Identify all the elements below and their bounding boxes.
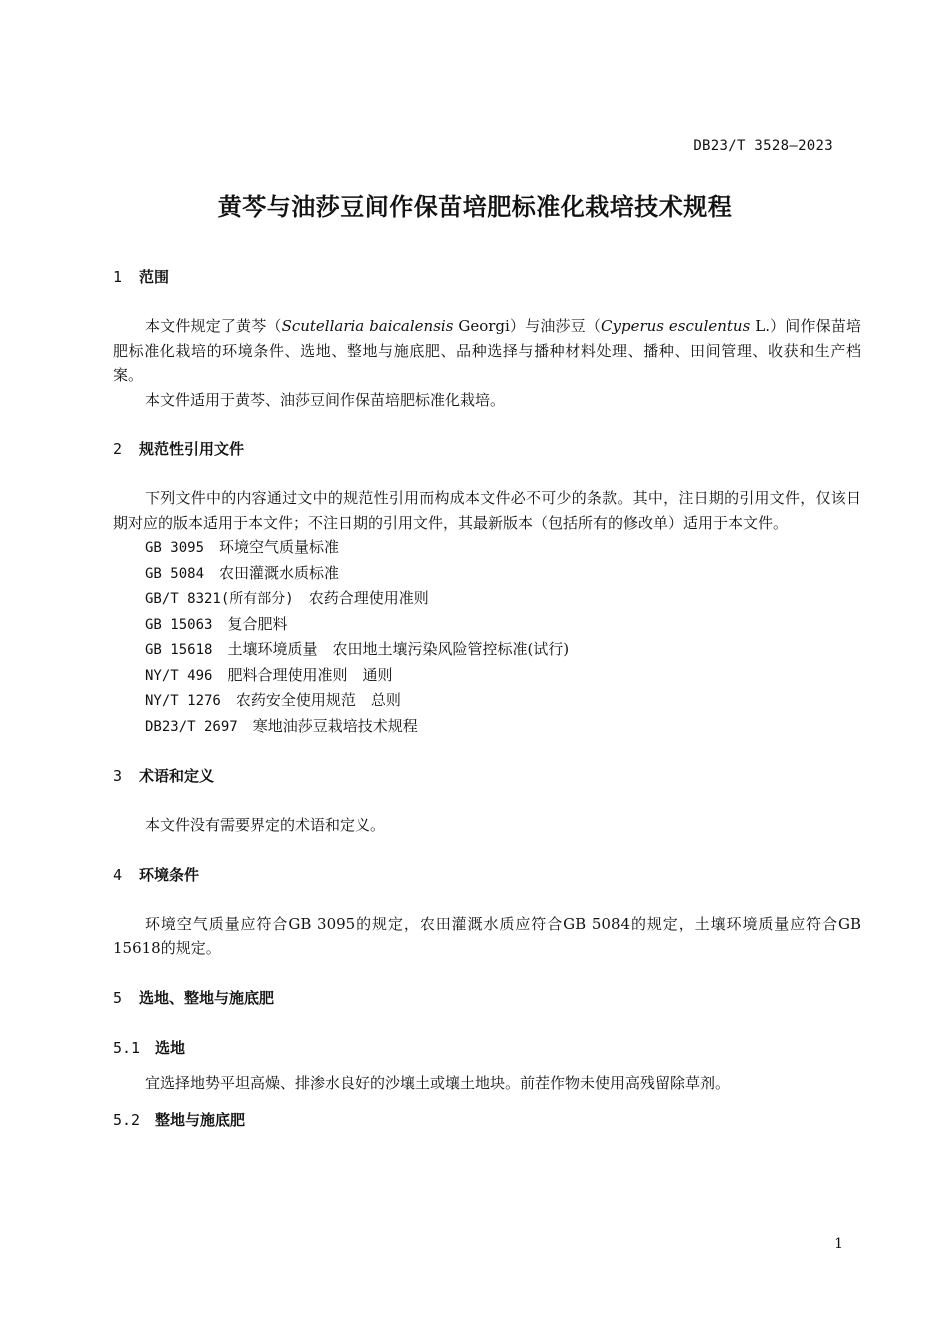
reference-item xyxy=(113,637,861,663)
reference-code: NY/T 496 xyxy=(145,667,213,684)
text-run: Georgi）与油莎豆（ xyxy=(453,317,602,335)
subsection-title: 选地 xyxy=(155,1038,186,1057)
section-number: 3 xyxy=(113,767,123,785)
scope-applicability-paragraph: 本文件适用于黄芩、油莎豆间作保苗培肥标准化栽培。 xyxy=(145,390,506,409)
reference-item xyxy=(113,561,861,587)
references-intro-paragraph: 下列文件中的内容通过文中的规范性引用而构成本文件必不可少的条款。其中，注日期的引用文件，仅该日期对应的版本适用于本文件；不注日期的引用文件，其最新版本（包括所有的修改单）适用于本文件。 xyxy=(113,489,861,532)
reference-code: GB 15063 xyxy=(145,616,213,633)
reference-item xyxy=(113,586,861,612)
subsection-number: 5.2 xyxy=(113,1111,141,1129)
section-number: 5 xyxy=(113,988,123,1007)
environment-paragraph: 环境空气质量应符合GB 3095的规定，农田灌溉水质应符合GB 5084的规定，土壤环境质量应符合GB 15618的规定。 xyxy=(113,914,861,957)
text-run: L.）间作保苗培肥标准化栽培的环境条件、选地、整地与施底肥、品种选择与播种材料处理、播种、田间管理、收获和生产档案。 xyxy=(113,317,861,384)
latin-name-scutellaria: Scutellaria baicalensis xyxy=(281,317,454,335)
reference-name: 农田灌溉水质标准 xyxy=(219,563,340,582)
scope-paragraph xyxy=(113,314,861,388)
reference-name: 农药合理使用准则 xyxy=(308,589,429,607)
subsection-number: 5.1 xyxy=(113,1038,141,1057)
reference-name: 肥料合理使用准则 通则 xyxy=(227,665,393,684)
reference-item xyxy=(113,663,861,689)
document-body xyxy=(113,264,861,1133)
section-title: 选地、整地与施底肥 xyxy=(139,988,275,1007)
reference-code: DB23/T 2697 xyxy=(145,718,238,735)
subsection-title: 整地与施底肥 xyxy=(155,1111,246,1129)
section-number: 2 xyxy=(113,440,123,458)
reference-name: 复合肥料 xyxy=(227,614,288,633)
document-title: 黄芩与油莎豆间作保苗培肥标准化栽培技术规程 xyxy=(217,193,733,221)
reference-name: 土壤环境质量 农田地土壤污染风险管控标准(试行) xyxy=(227,640,570,658)
reference-code: GB/T 8321(所有部分) xyxy=(145,591,294,607)
section-number: 1 xyxy=(113,268,123,286)
reference-code: NY/T 1276 xyxy=(145,693,221,709)
section-title: 规范性引用文件 xyxy=(139,440,245,458)
reference-name: 环境空气质量标准 xyxy=(219,538,340,556)
section-number: 4 xyxy=(113,865,123,884)
page-number: 1 xyxy=(834,1236,843,1252)
section-heading-5 xyxy=(113,985,861,1011)
section-heading-3 xyxy=(113,763,861,789)
section-heading-2 xyxy=(113,436,861,462)
text-run: 本文件规定了黄芩（ xyxy=(145,317,282,335)
reference-item xyxy=(113,688,861,714)
section-heading-1 xyxy=(113,264,861,290)
reference-item xyxy=(113,612,861,638)
reference-item xyxy=(113,714,861,740)
standard-code: DB23/T 3528—2023 xyxy=(693,138,833,154)
section-title: 范围 xyxy=(139,268,170,286)
reference-name: 寒地油莎豆栽培技术规程 xyxy=(252,716,418,735)
subsection-heading-5-1 xyxy=(113,1035,861,1061)
latin-name-cyperus: Cyperus esculentus xyxy=(601,317,751,335)
reference-code: GB 3095 xyxy=(145,540,205,556)
section-heading-4 xyxy=(113,862,861,888)
section-title: 环境条件 xyxy=(139,865,200,884)
section-title: 术语和定义 xyxy=(139,767,215,785)
reference-name: 农药安全使用规范 总则 xyxy=(235,691,401,709)
terms-paragraph: 本文件没有需要界定的术语和定义。 xyxy=(145,816,386,834)
site-selection-paragraph: 宜选择地势平坦高燥、排渗水良好的沙壤土或壤土地块。前茬作物未使用高残留除草剂。 xyxy=(145,1073,731,1092)
reference-item xyxy=(113,535,861,561)
subsection-heading-5-2 xyxy=(113,1107,861,1133)
reference-code: GB 15618 xyxy=(145,642,213,658)
reference-code: GB 5084 xyxy=(145,565,205,582)
